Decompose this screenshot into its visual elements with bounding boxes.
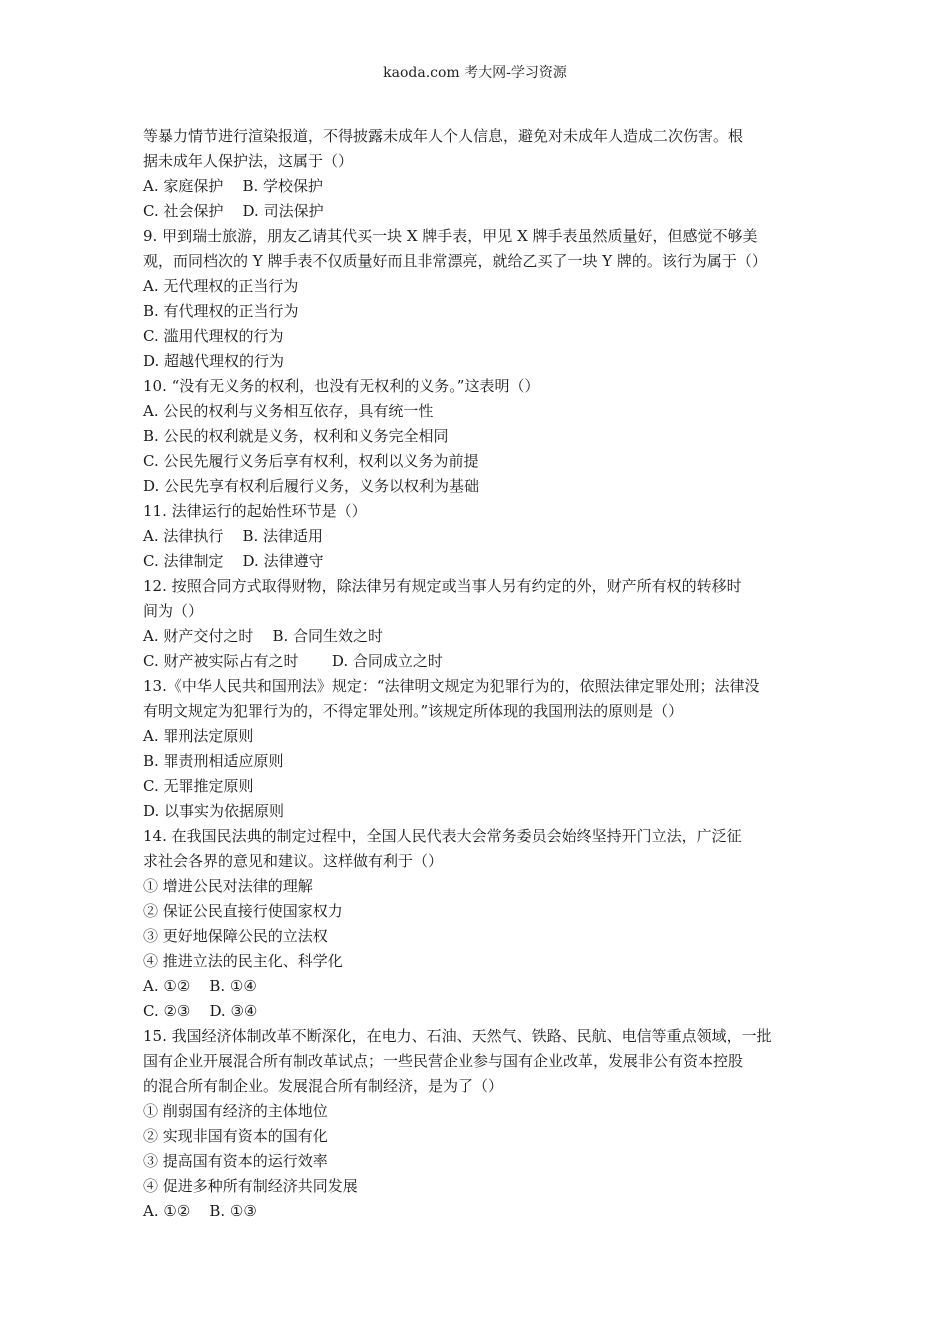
text-line: ② 保证公民直接行使国家权力	[143, 902, 343, 920]
document-body	[143, 124, 823, 1224]
text-line: 观，而同档次的 Y 牌手表不仅质量好而且非常漂亮，就给乙买了一块 Y 牌的。该行为属于（）	[143, 252, 767, 270]
text-line: D. 以事实为依据原则	[143, 802, 285, 820]
text-line: A. 无代理权的正当行为	[143, 277, 299, 295]
text-line: D. 公民先享有权利后履行义务，义务以权利为基础	[143, 477, 480, 495]
text-line: C. ②③ D. ③④	[143, 1002, 258, 1020]
text-line: A. ①② B. ①④	[143, 977, 257, 995]
text-line: 国有企业开展混合所有制改革试点；一些民营企业参与国有企业改革，发展非公有资本控股	[143, 1052, 744, 1070]
text-line: A. ①② B. ①③	[143, 1202, 257, 1220]
text-line: B. 罪责刑相适应原则	[143, 752, 284, 770]
text-line: 11. 法律运行的起始性环节是（）	[143, 502, 367, 520]
text-line: 9. 甲到瑞士旅游，朋友乙请其代买一块 X 牌手表，甲见 X 牌手表虽然质量好，但感觉不够美	[143, 227, 758, 245]
text-line: B. 有代理权的正当行为	[143, 302, 299, 320]
text-line: 等暴力情节进行渲染报道，不得披露未成年人个人信息，避免对未成年人造成二次伤害。根	[143, 127, 744, 145]
text-line: C. 滥用代理权的行为	[143, 327, 284, 345]
text-line: A. 罪刑法定原则	[143, 727, 254, 745]
text-line: C. 法律制定 D. 法律遵守	[143, 552, 324, 570]
text-line: A. 公民的权利与义务相互依存，具有统一性	[143, 402, 434, 420]
text-line: ① 削弱国有经济的主体地位	[143, 1102, 328, 1120]
text-line: ③ 提高国有资本的运行效率	[143, 1152, 328, 1170]
text-line: C. 社会保护 D. 司法保护	[143, 202, 324, 220]
text-line: 15. 我国经济体制改革不断深化，在电力、石油、天然气、铁路、民航、电信等重点领域，一批	[143, 1027, 772, 1045]
text-line: A. 法律执行 B. 法律适用	[143, 527, 324, 545]
text-line: C. 公民先履行义务后享有权利，权利以义务为前提	[143, 452, 479, 470]
text-line: 12. 按照合同方式取得财物，除法律另有规定或当事人另有约定的外，财产所有权的转移时	[143, 577, 742, 595]
text-line: 14. 在我国民法典的制定过程中，全国人民代表大会常务委员会始终坚持开门立法，广泛征	[143, 827, 742, 845]
text-line: 13.《中华人民共和国刑法》规定：“法律明文规定为犯罪行为的，依照法律定罪处刑；法律没	[143, 677, 760, 695]
text-line: B. 公民的权利就是义务，权利和义务完全相同	[143, 427, 449, 445]
page-header: kaoda.com 考大网-学习资源	[383, 65, 567, 81]
text-line: C. 无罪推定原则	[143, 777, 254, 795]
text-line: 据未成年人保护法，这属于（）	[143, 152, 354, 170]
text-line: ③ 更好地保障公民的立法权	[143, 927, 328, 945]
text-line: 10. “没有无义务的权利，也没有无权利的义务。”这表明（）	[143, 377, 540, 395]
text-line: ② 实现非国有资本的国有化	[143, 1127, 328, 1145]
text-line: 有明文规定为犯罪行为的，不得定罪处刑。”该规定所体现的我国刑法的原则是（）	[143, 702, 684, 720]
text-line: A. 财产交付之时 B. 合同生效之时	[143, 627, 384, 645]
text-line: ④ 促进多种所有制经济共同发展	[143, 1177, 358, 1195]
text-line: D. 超越代理权的行为	[143, 352, 285, 370]
text-line: C. 财产被实际占有之时 D. 合同成立之时	[143, 652, 443, 670]
text-line: ① 增进公民对法律的理解	[143, 877, 313, 895]
text-line: 的混合所有制企业。发展混合所有制经济，是为了（）	[143, 1077, 504, 1095]
text-line: ④ 推进立法的民主化、科学化	[143, 952, 343, 970]
text-line: 求社会各界的意见和建议。这样做有利于（）	[143, 852, 444, 870]
text-line: 间为（）	[143, 602, 204, 620]
text-line: A. 家庭保护 B. 学校保护	[143, 177, 324, 195]
